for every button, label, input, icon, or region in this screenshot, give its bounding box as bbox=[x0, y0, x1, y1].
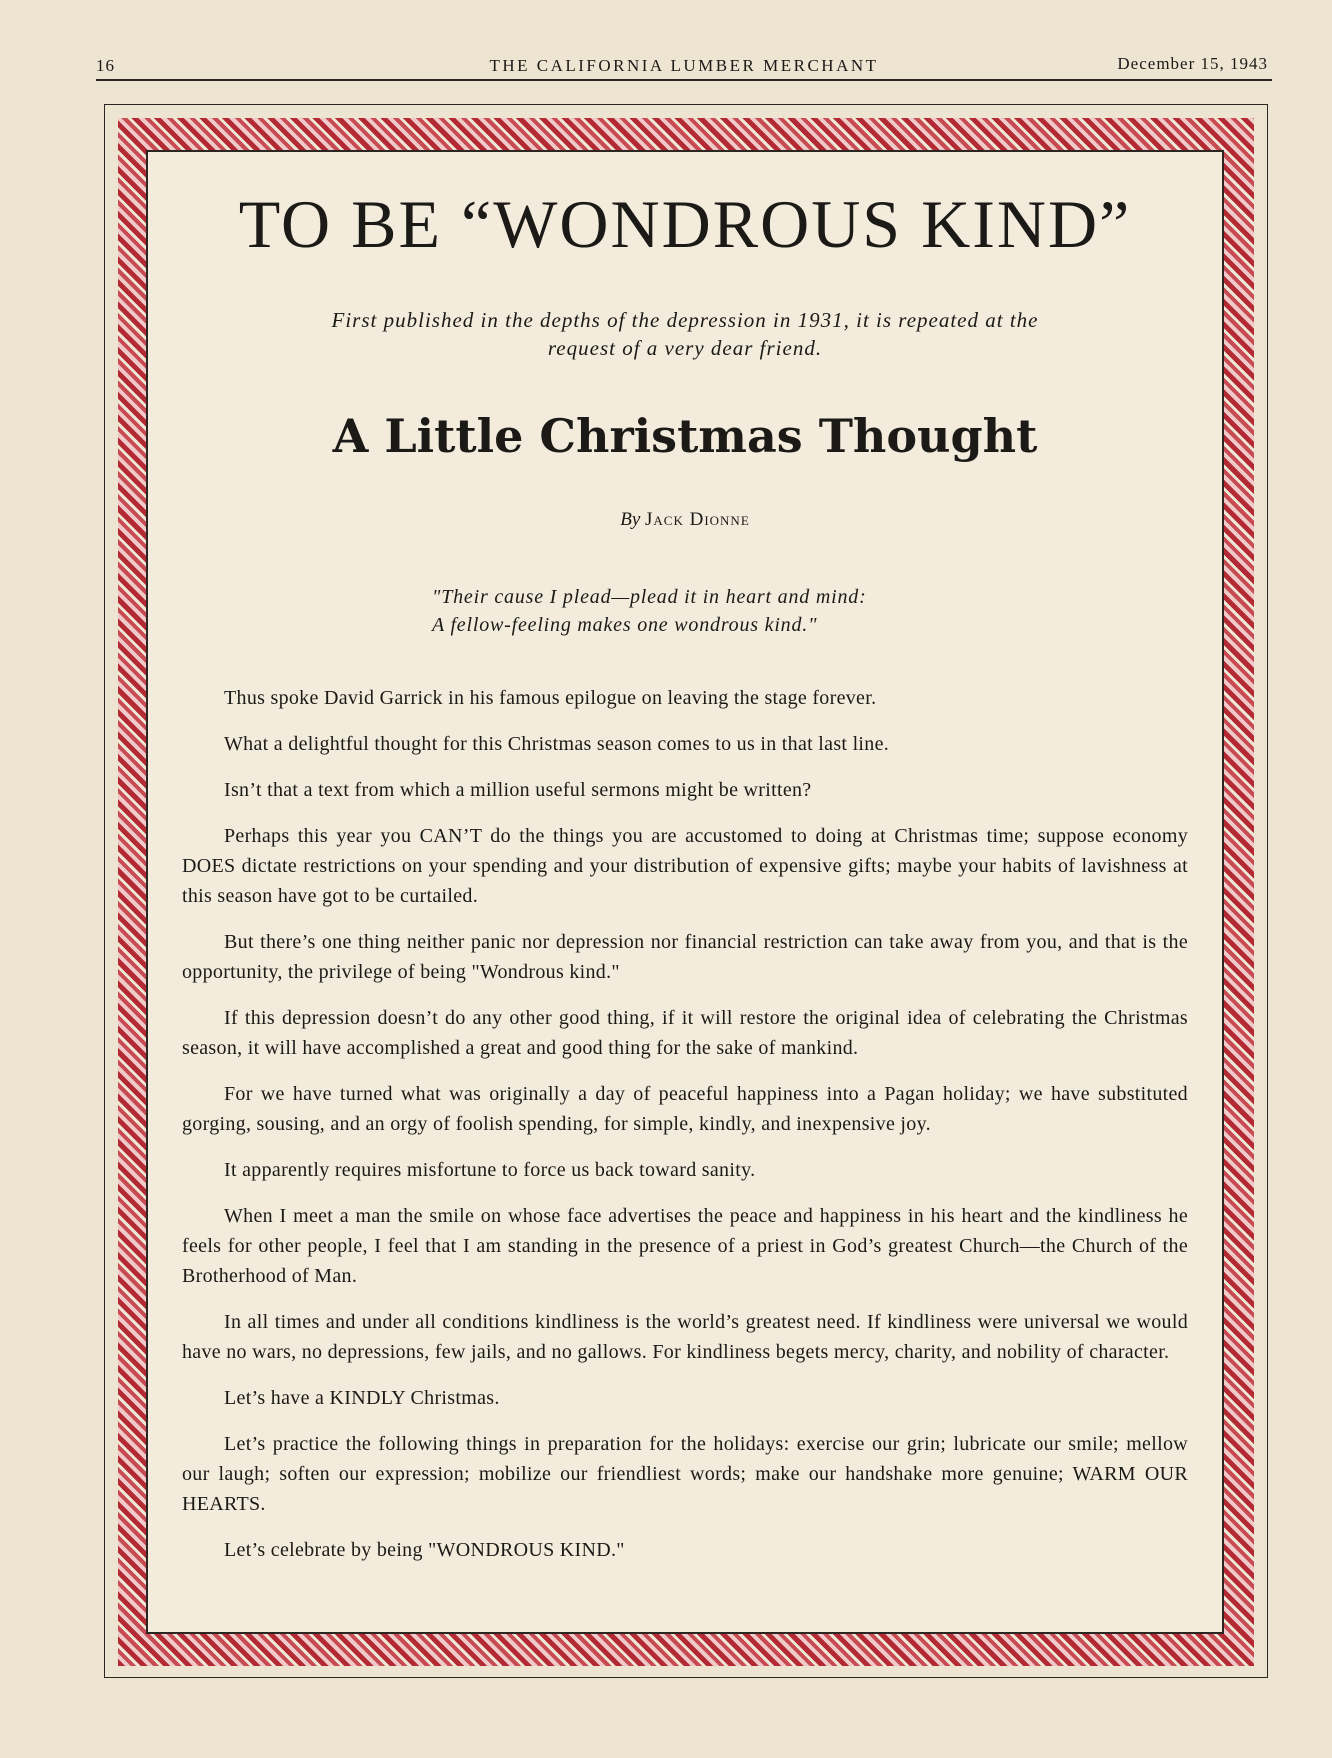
journal-title: THE CALIFORNIA LUMBER MERCHANT bbox=[489, 56, 879, 75]
paragraph: Isn’t that a text from which a million useful sermons might be written? bbox=[224, 778, 812, 801]
issue-date: December 15, 1943 bbox=[1117, 54, 1268, 73]
paragraph: Let’s have a KINDLY Christmas. bbox=[224, 1386, 500, 1409]
paragraph: When I meet a man the smile on whose face advertises the peace and happiness in his heart and the kindliness he feels for other people, I feel that I am standing in the presence of a priest in God’s greatest Church—the Church of the Brotherhood of Man. bbox=[182, 1204, 1188, 1287]
paragraph: But there’s one thing neither panic nor depression nor financial restriction can take away from you, and that is the opportunity, the privilege of being "Wondrous kind." bbox=[182, 930, 1188, 983]
article bbox=[182, 186, 1188, 1581]
epigraph-line: A fellow-feeling makes one wondrous kind." bbox=[432, 613, 818, 636]
paragraph: For we have turned what was originally a day of peaceful happiness into a Pagan holiday; we have substituted gorging, sousing, and an orgy of foolish spending, for simple, kindly, and inexpensive joy. bbox=[182, 1082, 1188, 1135]
paragraph: Let’s celebrate by being "WONDROUS KIND." bbox=[224, 1538, 625, 1561]
byline-author: Jack Dionne bbox=[645, 508, 750, 530]
byline bbox=[182, 509, 1188, 531]
paragraph: It apparently requires misfortune to force us back toward sanity. bbox=[224, 1158, 756, 1181]
intro-note: First published in the depths of the depression in 1931, it is repeated at the request of a very dear friend. bbox=[331, 308, 1039, 361]
paragraph: Thus spoke David Garrick in his famous epilogue on leaving the stage forever. bbox=[224, 686, 877, 709]
article-title: TO BE “WONDROUS KIND” bbox=[238, 186, 1132, 262]
paragraph: Let’s practice the following things in preparation for the holidays: exercise our grin; lubricate our smile; mellow our laugh; soften our expression; mobilize our friendliest words; make our handshake more genuine; WARM OUR HEARTS. bbox=[182, 1432, 1188, 1515]
paragraph: If this depression doesn’t do any other good thing, if it will restore the original idea of celebrating the Christmas season, it will have accomplished a great and good thing for the sake of mankind. bbox=[182, 1006, 1188, 1059]
paragraph: In all times and under all conditions kindliness is the world’s greatest need. If kindliness were universal we would have no wars, no depressions, few jails, and no gallows. For kindliness begets mercy, charity, and nobility of character. bbox=[182, 1310, 1188, 1363]
epigraph-line: "Their cause I plead—plead it in heart and mind: bbox=[432, 585, 867, 608]
article-subtitle: A Little Christmas Thought bbox=[332, 408, 1038, 463]
paragraph: What a delightful thought for this Christmas season comes to us in that last line. bbox=[224, 732, 890, 755]
byline-prefix: By bbox=[620, 508, 641, 530]
article-body bbox=[182, 683, 1188, 1565]
paragraph: Perhaps this year you CAN’T do the things you are accustomed to doing at Christmas time; suppose economy DOES dictate restrictions on your spending and your distribution of expensive gifts; maybe your habits of lavishness at this season have got to be curtailed. bbox=[182, 824, 1188, 907]
page-number: 16 bbox=[96, 56, 115, 75]
running-head bbox=[96, 52, 1272, 78]
epigraph bbox=[432, 583, 1188, 639]
header-rule bbox=[96, 79, 1272, 81]
